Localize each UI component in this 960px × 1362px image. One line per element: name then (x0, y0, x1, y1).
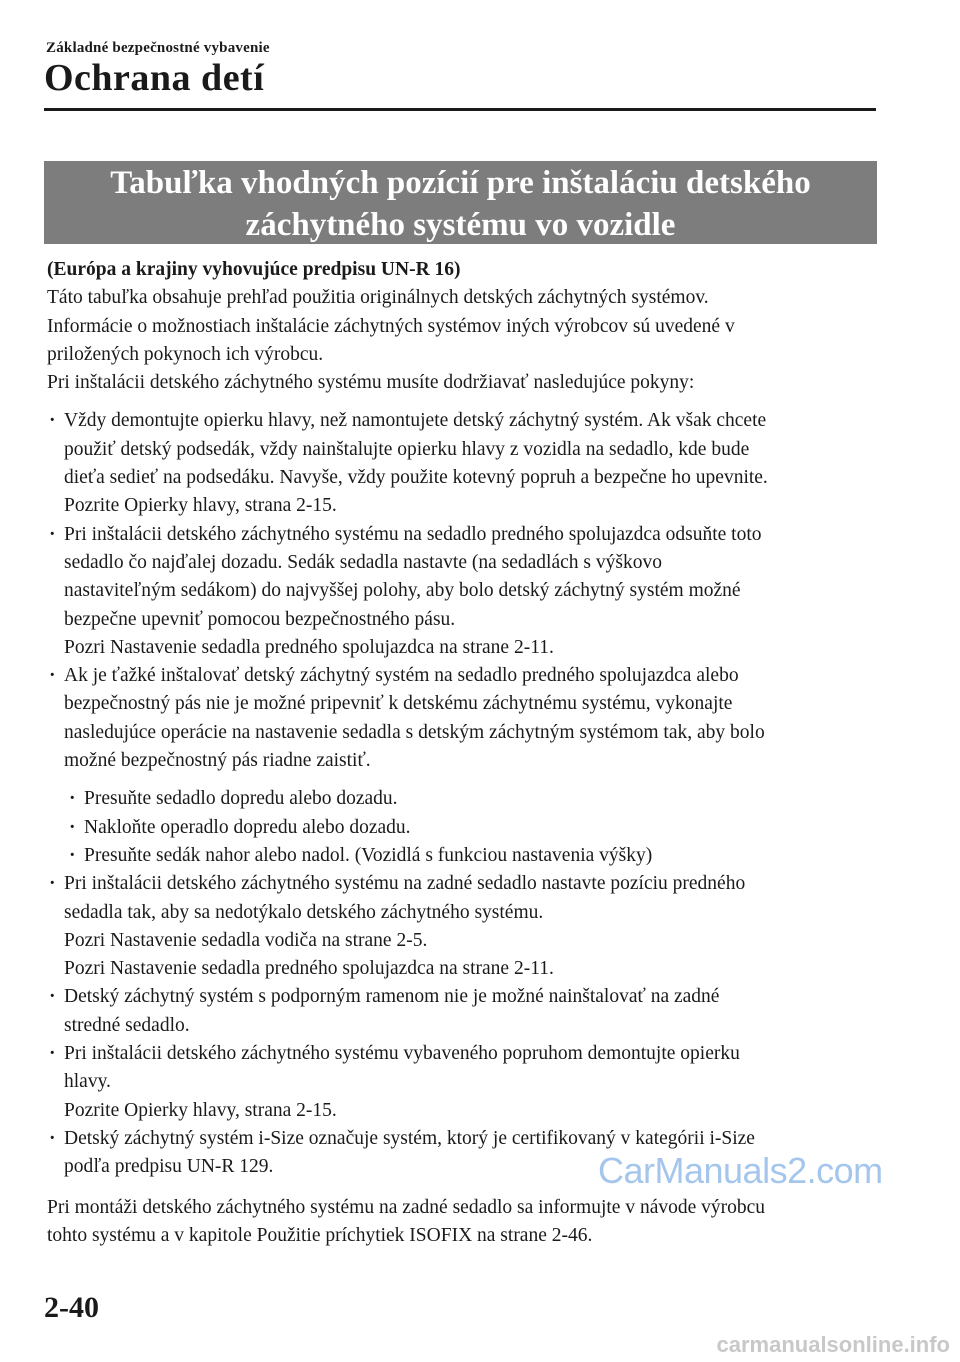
item-line: Vždy demontujte opierku hlavy, než namontujete detský záchytný systém. Ak však chcete (64, 410, 767, 432)
item-line: nastaviteľným sedákom) do najvyššej polohy, aby bolo detský záchytný systém možné (64, 580, 741, 602)
item-line: sedadla tak, aby sa nedotýkalo detského záchytného systému. (64, 901, 544, 923)
instruction-list (47, 407, 877, 775)
list-item (47, 983, 877, 1040)
section-banner (44, 161, 877, 244)
banner-line-2: záchytného systému vo vozidle (245, 207, 676, 243)
intro-text (47, 284, 877, 397)
intro-line: priložených pokynoch ich výrobcu. (47, 343, 324, 365)
item-line: stredné sedadlo. (64, 1014, 190, 1036)
item-line: Pozri Nastavenie sedadla vodiča na strane 2-5. (64, 929, 428, 951)
sub-item-line: Nakloňte operadlo dopredu alebo dozadu. (84, 816, 411, 838)
bullet: · (49, 1127, 56, 1149)
list-item (47, 870, 877, 983)
item-line: nasledujúce operácie na nastavenie sedadla s detským záchytným systémom tak, aby bolo (64, 721, 765, 743)
bullet: · (49, 410, 56, 432)
watermark-overlay: CarManuals2.com (598, 1150, 883, 1191)
item-line: možné bezpečnostný pás riadne zaistiť. (64, 750, 371, 772)
outro-line: tohto systému a v kapitole Použitie príchytiek ISOFIX na strane 2-46. (47, 1224, 593, 1246)
instruction-list-continued (47, 870, 877, 1181)
intro-line: Táto tabuľka obsahuje prehľad použitia originálnych detských záchytných systémov. (47, 287, 709, 309)
bullet: · (69, 844, 76, 866)
list-item (47, 1040, 877, 1125)
bullet: · (69, 816, 76, 838)
sub-item-line: Presuňte sedadlo dopredu alebo dozadu. (84, 788, 398, 810)
list-item (47, 662, 877, 775)
item-line: použiť detský podsedák, vždy nainštalujte opierku hlavy z vozidla na sedadlo, kde bude (64, 438, 750, 460)
banner-line-1: Tabuľka vhodných pozícií pre inštaláciu detského (110, 165, 811, 201)
bullet: · (49, 523, 56, 545)
item-line: Pri inštalácii detského záchytného systému vybaveného popruhom demontujte opierku (64, 1043, 740, 1065)
intro-heading: (Európa a krajiny vyhovujúce predpisu UN-R 16) (47, 259, 461, 280)
item-line: hlavy. (64, 1071, 111, 1093)
watermark-corner: carmanualsonline.info (716, 1332, 950, 1357)
page-title: Ochrana detí (44, 57, 265, 99)
bullet: · (49, 1043, 56, 1065)
section-label: Základné bezpečnostné vybavenie (46, 40, 270, 56)
sub-list-item (47, 842, 877, 870)
item-line: Pozrite Opierky hlavy, strana 2-15. (64, 495, 337, 517)
outro-line: Pri montáži detského záchytného systému na zadné sedadlo sa informujte v návode výrobcu (47, 1196, 766, 1218)
item-line: Pri inštalácii detského záchytného systému na sedadlo predného spolujazdca odsuňte toto (64, 523, 762, 545)
outro-paragraph (47, 1194, 877, 1251)
list-item (47, 407, 877, 520)
item-line: dieťa sedieť na podsedáku. Navyše, vždy použite kotevný popruh a bezpečne ho upevnite. (64, 467, 768, 489)
intro-line: Pri inštalácii detského záchytného systému musíte dodržiavať nasledujúce pokyny: (47, 372, 695, 394)
list-item (47, 521, 877, 662)
content (47, 256, 877, 1250)
sub-item-line: Presuňte sedák nahor alebo nadol. (Vozidlá s funkciou nastavenia výšky) (84, 844, 653, 866)
sub-list-item (47, 785, 877, 813)
bullet: · (69, 788, 76, 810)
item-line: Ak je ťažké inštalovať detský záchytný systém na sedadlo predného spolujazdca alebo (64, 665, 739, 687)
title-rule (44, 108, 876, 111)
item-line: Pozrite Opierky hlavy, strana 2-15. (64, 1099, 337, 1121)
sub-list (47, 785, 877, 870)
item-line: sedadlo čo najďalej dozadu. Sedák sedadla nastavte (na sedadlách s výškovo (64, 551, 662, 573)
item-line: Pozri Nastavenie sedadla predného spolujazdca na strane 2-11. (64, 958, 554, 980)
item-line: Detský záchytný systém i-Size označuje systém, ktorý je certifikovaný v kategórii i-Size (64, 1127, 755, 1149)
intro-line: Informácie o možnostiach inštalácie záchytných systémov iných výrobcov sú uvedené v (47, 315, 735, 337)
item-line: bezpečne upevniť pomocou bezpečnostného pásu. (64, 608, 456, 630)
item-line: Pri inštalácii detského záchytného systému na zadné sedadlo nastavte pozíciu predného (64, 873, 746, 895)
sub-list-item (47, 814, 877, 842)
item-line: Detský záchytný systém s podporným ramenom nie je možné nainštalovať na zadné (64, 986, 720, 1008)
bullet: · (49, 873, 56, 895)
bullet: · (49, 665, 56, 687)
item-line: bezpečnostný pás nie je možné pripevniť k detskému záchytnému systému, vykonajte (64, 693, 733, 715)
item-line: Pozri Nastavenie sedadla predného spolujazdca na strane 2-11. (64, 636, 554, 658)
page-number: 2-40 (44, 1291, 99, 1324)
item-line: podľa predpisu UN-R 129. (64, 1156, 274, 1178)
bullet: · (49, 986, 56, 1008)
